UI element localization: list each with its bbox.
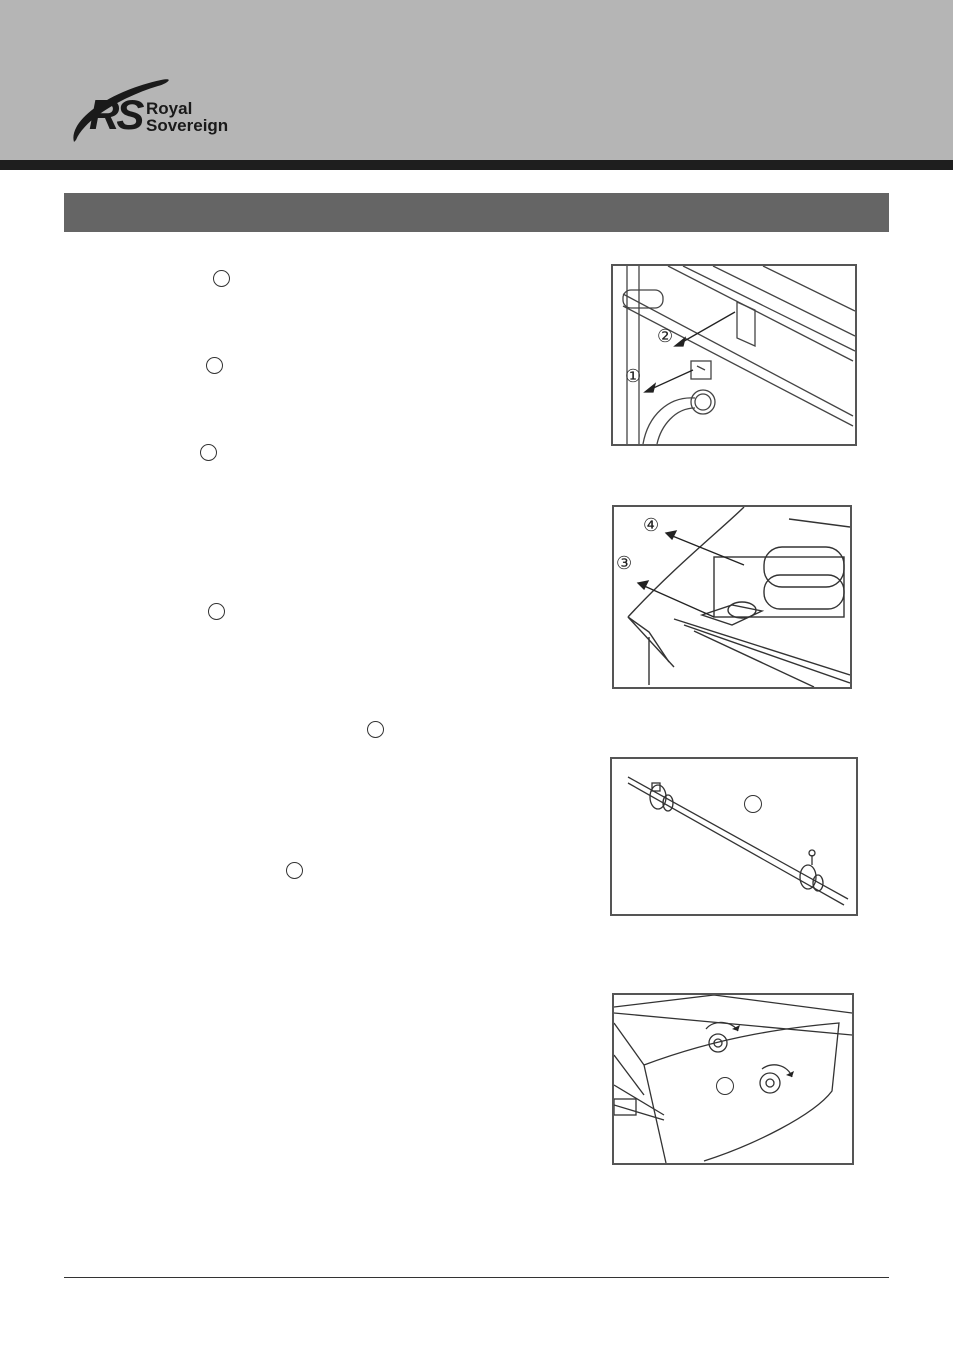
part-marker — [744, 795, 762, 813]
callout-4-label: ④ — [643, 515, 660, 536]
heater-rod-illustration — [612, 759, 856, 914]
section-title-bar — [64, 193, 889, 232]
callout-3-label: ③ — [616, 553, 633, 574]
footer-rule — [64, 1277, 889, 1278]
royal-sovereign-logo — [66, 72, 266, 150]
step-marker — [206, 357, 223, 374]
step-marker — [200, 444, 217, 461]
adjustment-knobs-illustration — [614, 995, 852, 1163]
header-rule — [0, 160, 953, 170]
step-marker — [213, 270, 230, 287]
logo-word-royal: Royal — [146, 99, 193, 118]
callout-1-label: ① — [625, 366, 642, 387]
logo-word-sovereign: Sovereign — [146, 116, 229, 135]
logo-initials: RS — [89, 91, 142, 138]
figure-adjustment-knobs — [612, 993, 854, 1165]
step-marker — [286, 862, 303, 879]
step-marker — [208, 603, 225, 620]
figure-power-switch — [611, 264, 857, 446]
logo-wordmark — [146, 100, 228, 134]
figure-heater-rod — [610, 757, 858, 916]
step-marker — [367, 721, 384, 738]
callout-2-label: ② — [657, 326, 674, 347]
power-switch-illustration — [613, 266, 855, 444]
figure-cover-release — [612, 505, 852, 689]
part-marker — [716, 1077, 734, 1095]
